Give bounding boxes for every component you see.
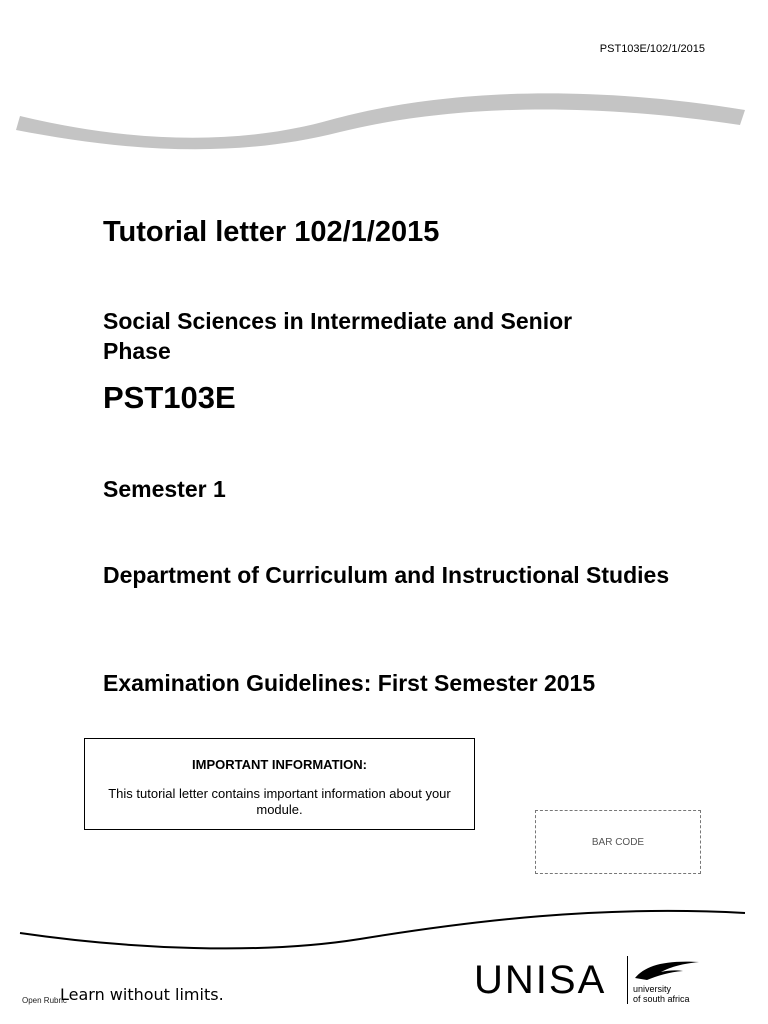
unisa-bird-logo-icon — [633, 958, 703, 982]
important-info-title: IMPORTANT INFORMATION: — [192, 757, 367, 772]
slogan: Learn without limits. — [60, 985, 224, 1004]
university-subtitle — [633, 984, 690, 1004]
department: Department of Curriculum and Instructional Studies — [103, 562, 670, 588]
unisa-logo-text: UNISA — [474, 958, 607, 1002]
university-line-1: university — [633, 984, 672, 994]
open-rubric-label: Open Rubric — [22, 996, 67, 1005]
document-code: PST103E/102/1/2015 — [599, 43, 705, 55]
university-line-2: of south africa — [633, 994, 690, 1004]
logo-divider — [627, 956, 628, 1004]
important-info-box — [84, 738, 475, 830]
module-code: PST103E — [103, 380, 236, 415]
important-info-body: This tutorial letter contains important information about your module. — [108, 786, 451, 817]
course-name: Social Sciences in Intermediate and Senior Phase — [103, 308, 573, 364]
top-gray-banner — [0, 80, 768, 160]
barcode-label: BAR CODE — [591, 836, 645, 848]
semester: Semester 1 — [103, 476, 226, 502]
barcode-placeholder — [535, 810, 701, 874]
exam-guidelines: Examination Guidelines: First Semester 2015 — [103, 670, 596, 696]
footer-wave-line — [0, 905, 768, 955]
page-title: Tutorial letter 102/1/2015 — [103, 216, 440, 248]
